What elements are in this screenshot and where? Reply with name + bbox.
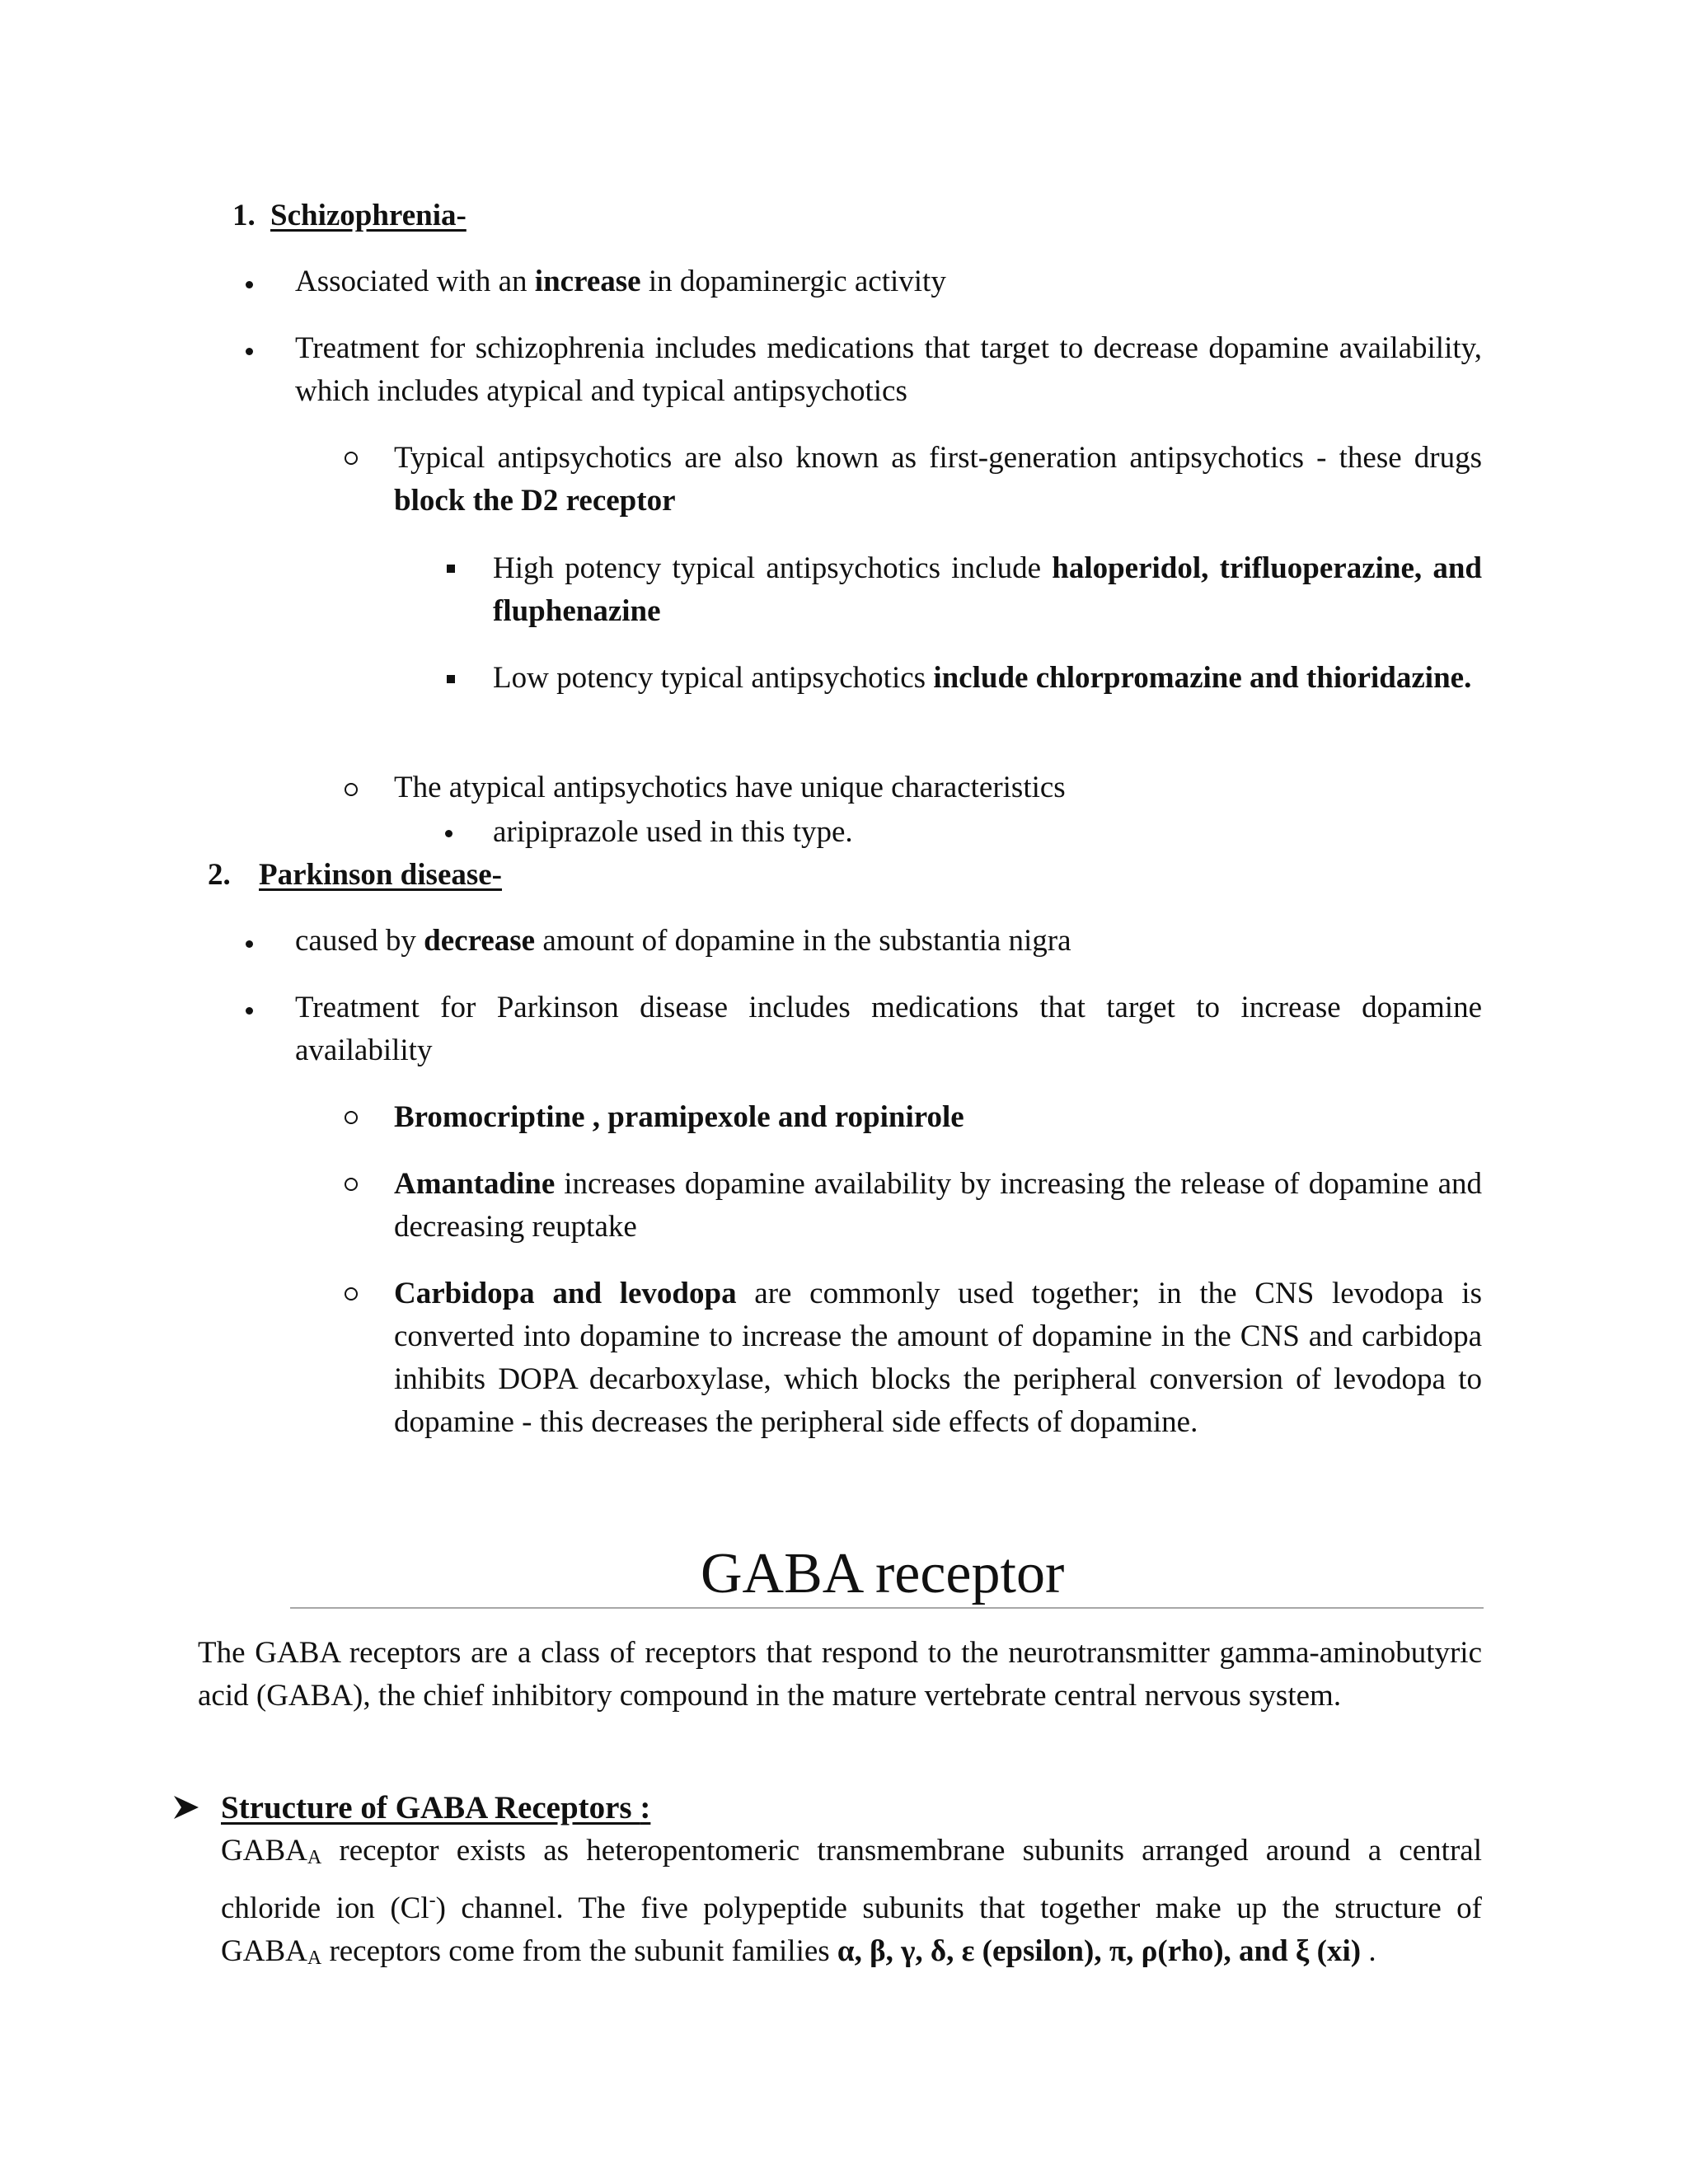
bullet-dot-icon [246,281,253,288]
atypical-antipsychotics: The atypical antipsychotics have unique characteristics [394,771,1066,804]
circle-bullet-icon [345,1287,358,1301]
gaba-intro: The GABA receptors are a class of receptors that respond to the neurotransmitter gamma-aminobutyric acid (GABA), the chief inhibitory compound in the mature vertebrate central nervous system. [198,1636,1482,1713]
bullet-dot-icon [246,1007,253,1015]
typical-antipsychotics: Typical antipsychotics are also known as first-generation antipsychotics - these drugs block the D2 receptor [394,441,1482,518]
structure-paragraph: $GABA_A$ receptor exists as heteropentomeric transmembrane subunits arranged around a central chloride ion (Cl-) channel. The five polypeptide subunits that together make up the structure of $GABA_A$ receptors come from the subunit families α, β, γ, δ, ε (epsilon), π, ρ(rho), and ξ (xi) . [221,1834,1482,1969]
aripiprazole-item: aripiprazole used in this type. [493,815,853,849]
parkinson-drug-3: Carbidopa and levodopa are commonly used together; in the CNS levodopa is converted into dopamine to increase the amount of dopamine in the CNS and carbidopa inhibits DOPA decarboxylase, which blocks the peripheral conversion of levodopa to dopamine - this decreases the peripheral side effects of dopamine. [394,1277,1482,1439]
square-bullet-icon [447,565,455,573]
bullet-dot-icon [246,348,253,355]
structure-heading: Structure of GABA Receptors : [221,1790,651,1825]
parkinson-drug-1: Bromocriptine , pramipexole and ropinirole [394,1100,964,1134]
page-title: GABA receptor [701,1542,1065,1605]
arrowhead-bullet-icon [173,1795,199,1820]
circle-bullet-icon [345,452,358,465]
bullet-dot-icon [445,830,452,837]
parkinson-drug-2: Amantadine increases dopamine availability by increasing the release of dopamine and decreasing reuptake [394,1167,1482,1244]
square-bullet-icon [447,675,455,683]
low-potency-item: Low potency typical antipsychotics include chlorpromazine and thioridazine. [493,661,1472,695]
section-title-schizophrenia: Schizophrenia- [270,199,467,232]
bullet-dot-icon [246,940,253,948]
parkinson-bullet-2: Treatment for Parkinson disease includes medications that target to increase dopamine availability [295,991,1482,1067]
list-number-2: 2. [208,858,231,892]
circle-bullet-icon [345,1178,358,1191]
title-divider [290,1607,1484,1609]
schizophrenia-bullet-2: Treatment for schizophrenia includes medications that target to decrease dopamine availability, which includes atypical and typical antipsychotics [295,331,1482,408]
parkinson-bullet-1: caused by decrease amount of dopamine in the substantia nigra [295,924,1071,958]
circle-bullet-icon [345,1111,358,1124]
list-number-1: 1. [232,199,256,232]
circle-bullet-icon [345,783,358,796]
section-title-parkinson: Parkinson disease- [259,858,503,892]
high-potency-item: High potency typical antipsychotics include haloperidol, trifluoperazine, and fluphenazine [493,551,1482,628]
schizophrenia-bullet-1: Associated with an increase in dopaminergic activity [295,265,946,298]
